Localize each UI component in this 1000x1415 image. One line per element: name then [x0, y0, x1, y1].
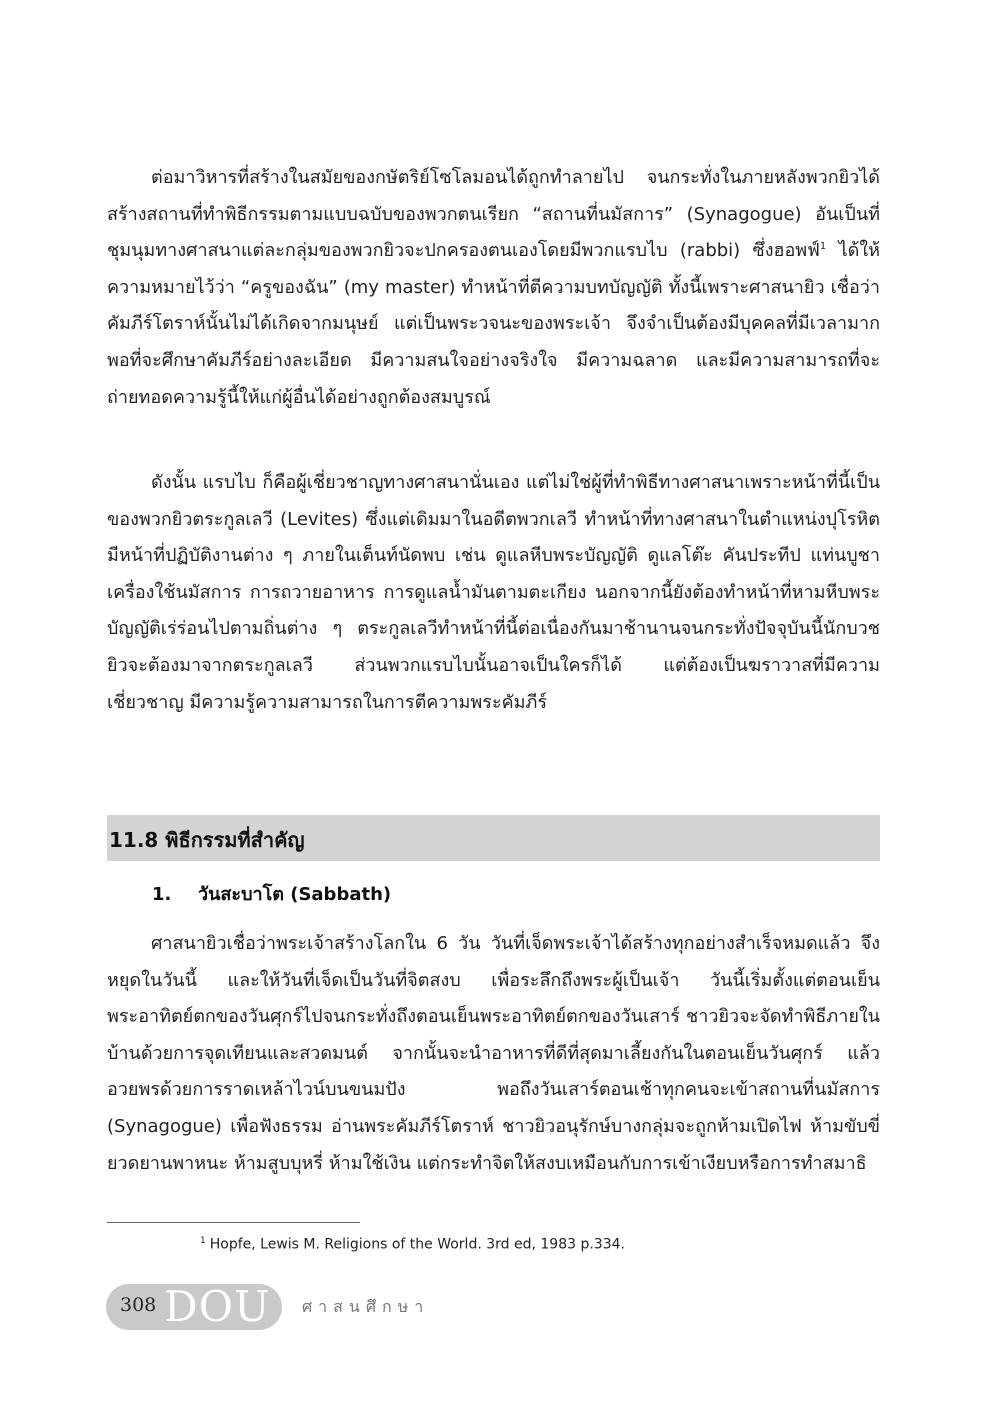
footnote-divider	[107, 1222, 360, 1223]
paragraph-sabbath: ศาสนายิวเชื่อว่าพระเจ้าสร้างโลกใน 6 วัน วันที่เจ็ดพระเจ้าได้สร้างทุกอย่างสำเร็จหมดแล้ว จึงหยุดในวันนี้ และให้วันที่เจ็ดเป็นวันที่จิตสงบ เพื่อระลึกถึงพระผู้เป็นเจ้า วันนี้เริ่มตั้งแต่ตอนเย็นพระอาทิตย์ตกของวันศุกร์ไปจนกระทั่งถึงตอนเย็นพระอาทิตย์ตกของวันเสาร์ ชาวยิวจะจัดทำพิธีภายในบ้านด้วยการจุดเทียนและสวดมนต์ จากนั้นจะนำอาหารที่ดีที่สุดมาเลี้ยงกันในตอนเย็นวันศุกร์ แล้วอวยพรด้วยการราดเหล้าไวน์บนขนมปัง พอถึงวันเสาร์ตอนเช้าทุกคนจะเข้าสถานที่นมัสการ (Synagogue) เพื่อฟังธรรม อ่านพระคัมภีร์โตราห์ ชาวยิวอนุรักษ์บางกลุ่มจะถูกห้ามเปิดไฟ ห้ามขับขี่ยวดยานพาหนะ ห้ามสูบบุหรี่ ห้ามใช้เงิน แต่กระทำจิตให้สงบเหมือนกับการเข้าเงียบหรือการทำสมาธิ	[107, 933, 880, 1174]
footnote-text: Hopfe, Lewis M. Religions of the World. 3rd ed, 1983 p.334.	[209, 1236, 625, 1253]
footnote	[200, 1236, 625, 1253]
page-number: 308	[120, 1294, 157, 1316]
section-heading-bar	[107, 815, 880, 861]
paragraph-levites: ดังนั้น แรบไบ ก็คือผู้เชี่ยวชาญทางศาสนานั่นเอง แต่ไม่ใช่ผู้ที่ทำพิธีทางศาสนาเพราะหน้าที่นี้เป็นของพวกยิวตระกูลเลวี (Levites) ซึ่งแต่เดิมมาในอดีตพวกเลวี ทำหน้าที่ทางศาสนาในตำแหน่งปุโรหิตมีหน้าที่ปฏิบัติงานต่าง ๆ ภายในเต็นท์นัดพบ เช่น ดูแลหีบพระบัญญัติ ดูแลโต๊ะ คันประทีป แท่นบูชา เครื่องใช้นมัสการ การถวายอาหาร การดูแลน้ำมันตามตะเกียง นอกจากนี้ยังต้องทำหน้าที่หามหีบพระบัญญัติเร่ร่อนไปตามถิ่นต่าง ๆ ตระกูลเลวีทำหน้าที่นี้ต่อเนื่องกันมาช้านานจนกระทั่งปัจจุบันนี้นักบวชยิวจะต้องมาจากตระกูลเลวี ส่วนพวกแรบไบนั้นอาจเป็นใครก็ได้ แต่ต้องเป็นฆราวาสที่มีความเชี่ยวชาญ มีความรู้ความสามารถในการตีความพระคัมภีร์	[107, 472, 880, 713]
paragraph-text: ต่อมาวิหารที่สร้างในสมัยของกษัตริย์โซโลมอนได้ถูกทำลายไป จนกระทั่งในภายหลังพวกยิวได้สร้างสถานที่ทำพิธีกรรมตามแบบฉบับของพวกตนเรียก “สถานที่นมัสการ” (Synagogue) อันเป็นที่ชุมนุมทางศาสนาแต่ละกลุ่มของพวกยิวจะปกครองตนเองโดยมีพวกแรบไบ (rabbi) ซึ่งฮอพฟ์	[107, 167, 880, 262]
subsection-title: วันสะบาโต (Sabbath)	[198, 884, 392, 905]
footnote-reference[interactable]: 1	[819, 241, 827, 253]
section-title: 11.8 พิธีกรรมที่สำคัญ	[109, 828, 305, 852]
paragraph-synagogue-rabbi	[107, 160, 880, 416]
paragraph-text-continued: ได้ให้ความหมายไว้ว่า “ครูของฉัน” (my master) ทำหน้าที่ตีความบทบัญญัติ ทั้งนี้เพราะศาสนายิว เชื่อว่าคัมภีร์โตราห์นั้นไม่ได้เกิดจากมนุษย์ แต่เป็นพระวจนะของพระเจ้า จึงจำเป็นต้องมีบุคคลที่มีเวลามากพอที่จะศึกษาคัมภีร์อย่างละเอียด มีความสนใจอย่างจริงใจ มีความฉลาด และมีความสามารถที่จะถ่ายทอดความรู้นี้ให้แก่ผู้อื่นได้อย่างถูกต้องสมบูรณ์	[107, 240, 880, 408]
footnote-marker: 1	[200, 1236, 206, 1246]
subsection-number: 1.	[152, 884, 172, 905]
subsection-heading	[152, 879, 391, 908]
dou-logo: DOU	[164, 1282, 271, 1331]
course-name: ศาสนศึกษา	[302, 1297, 430, 1316]
page-number-badge	[106, 1284, 282, 1330]
